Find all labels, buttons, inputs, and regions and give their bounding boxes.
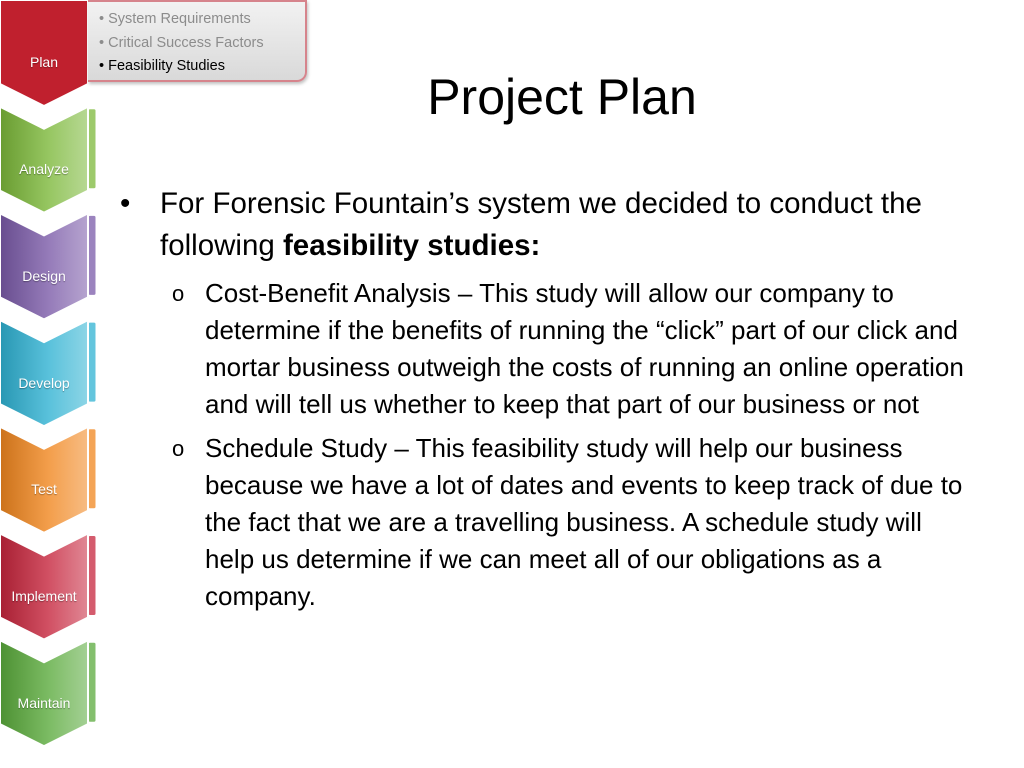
step-design-label[interactable]: Design	[22, 268, 66, 284]
sub-bullet-schedule-study	[172, 430, 970, 615]
sub-bullet-circle: o	[172, 436, 185, 461]
chevron-analyze[interactable]	[0, 107, 88, 213]
chevron-edge-design	[88, 215, 96, 295]
main-bullet-bold: feasibility studies:	[282, 229, 541, 262]
sub-bullet-text: Schedule Study – This feasibility study will help our business because we have a lot of dates and events to keep track of due to the fact that we are a travelling business. A schedule study will help us determine if we can meet all of our obligations as a company.	[205, 433, 963, 611]
sub-bullet-cost-benefit	[172, 275, 970, 423]
main-bullet-lead: For Forensic Fountain’s system we decided to conduct the following	[160, 187, 922, 262]
sub-bullet-text: Cost-Benefit Analysis – This study will allow our company to determine if the benefits of running the “click” part of our click and mortar business outweigh the costs of running an online operation and will tell us whether to keep that part of our business or not	[205, 278, 964, 419]
slide-title: Project Plan	[427, 69, 697, 125]
chevron-edge-implement	[88, 536, 96, 616]
main-bullet	[120, 183, 970, 267]
step-analyze-label[interactable]: Analyze	[19, 161, 69, 177]
main-bullet-text	[160, 183, 970, 267]
chevron-edge-maintain	[88, 642, 96, 722]
chevron-edge-analyze	[88, 109, 96, 189]
callout-item-critical-success-factors: • Critical Success Factors	[99, 34, 264, 51]
chevron-develop[interactable]	[0, 320, 88, 426]
process-chevron-rail	[0, 0, 100, 768]
bullet-dot: •	[120, 187, 131, 220]
step-maintain-label[interactable]: Maintain	[17, 695, 71, 711]
chevron-edge-develop	[88, 322, 96, 402]
chevron-test[interactable]	[0, 427, 88, 533]
slide-content	[120, 183, 970, 615]
chevron-design[interactable]	[0, 213, 88, 319]
chevron-edge-test	[88, 429, 96, 509]
callout-item-system-requirements: • System Requirements	[99, 11, 251, 27]
step-test-label[interactable]: Test	[31, 481, 57, 497]
step-implement-label[interactable]: Implement	[11, 588, 77, 604]
sub-bullet-circle: o	[172, 281, 185, 306]
chevron-maintain[interactable]	[0, 640, 88, 746]
chevron-implement[interactable]	[0, 534, 88, 640]
step-plan-label[interactable]: Plan	[29, 54, 59, 70]
callout-item-feasibility-studies: • Feasibility Studies	[99, 58, 225, 74]
step-develop-label[interactable]: Develop	[18, 375, 70, 391]
chevron-plan[interactable]	[0, 0, 88, 106]
